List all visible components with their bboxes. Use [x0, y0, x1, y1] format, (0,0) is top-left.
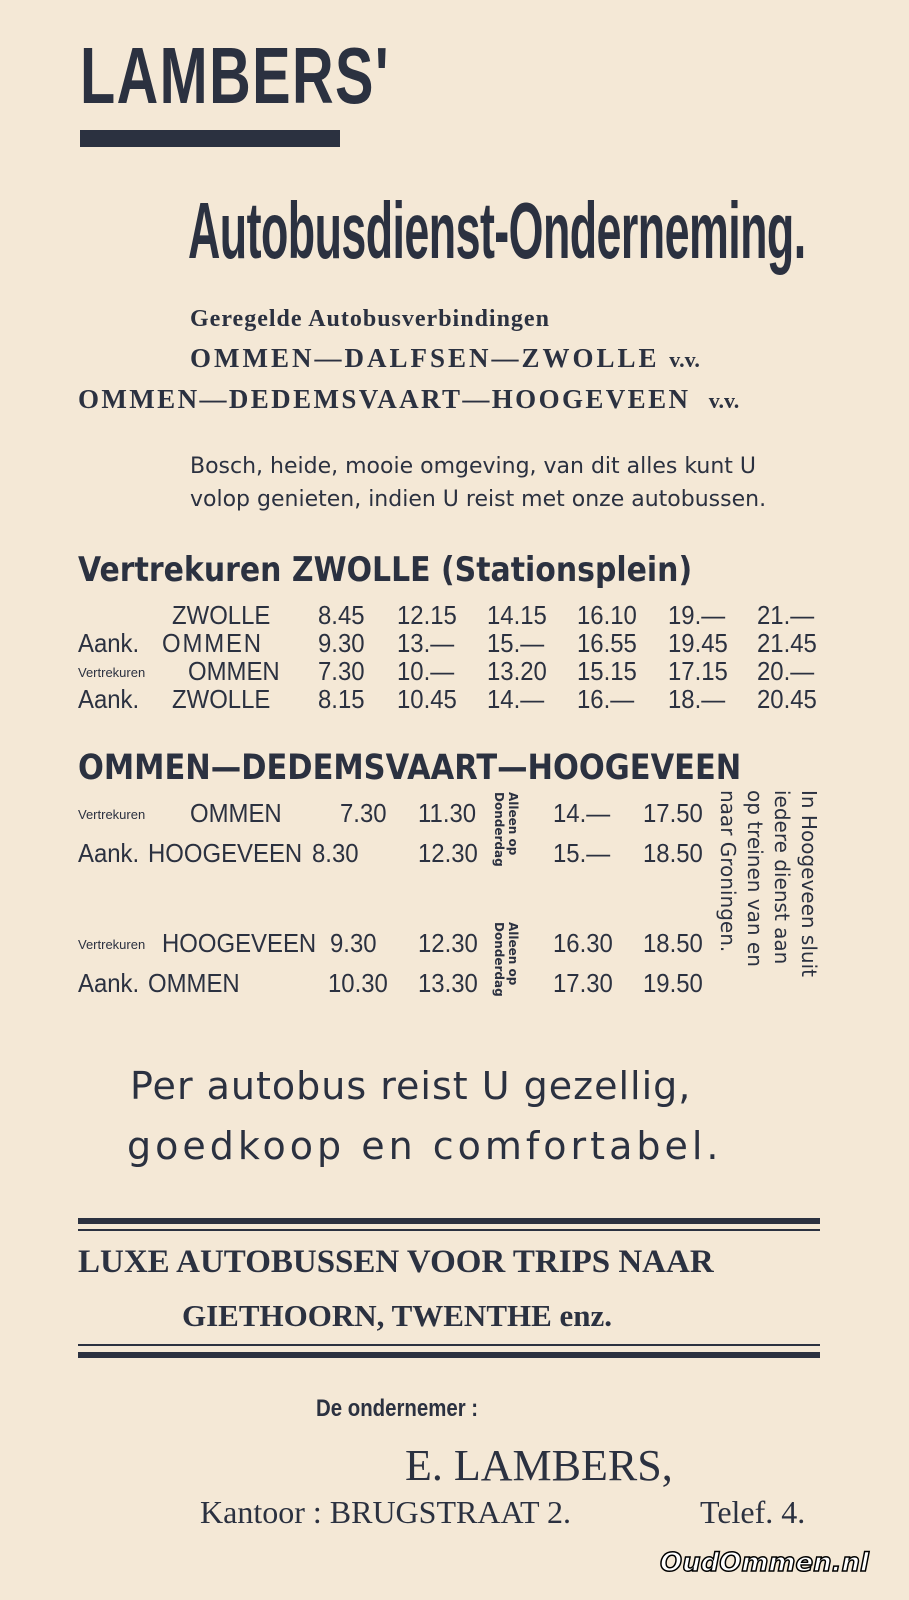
- departure-time: 18.50: [643, 928, 703, 958]
- departure-time: 15.—: [487, 628, 545, 658]
- watermark: OudOmmen.nl: [660, 1548, 869, 1578]
- departure-time: 16.55: [577, 628, 637, 658]
- route-2-suffix: v.v.: [708, 388, 740, 413]
- intro-line-1: Bosch, heide, mooie omgeving, van dit alles kunt U: [190, 454, 757, 479]
- route-1-name: OMMEN—DALFSEN—ZWOLLE: [190, 343, 660, 373]
- departure-time: 20.—: [757, 656, 815, 686]
- departure-time: 10.—: [397, 656, 455, 686]
- departure-time: 14.—: [553, 798, 611, 828]
- departure-time: 16.30: [553, 928, 613, 958]
- route-2: [78, 384, 739, 415]
- zwolle-heading: Vertrekuren ZWOLLE (Stationsplein): [78, 550, 693, 590]
- subtitle: Geregelde Autobusverbindingen: [190, 306, 550, 332]
- office-address: Kantoor : BRUGSTRAAT 2.: [200, 1494, 571, 1530]
- departure-time: 9.30: [330, 928, 377, 958]
- station-name: OMMEN: [188, 656, 280, 686]
- departure-time: 12.15: [397, 600, 457, 630]
- departure-time: 21.45: [757, 628, 817, 658]
- departure-time: 17.50: [643, 798, 703, 828]
- station-name: HOOGEVEEN: [162, 928, 317, 958]
- divider: [78, 1218, 820, 1224]
- departure-time: 21.—: [757, 600, 815, 630]
- departure-time: 16.—: [577, 684, 635, 714]
- departure-time: 8.15: [318, 684, 365, 714]
- departure-time: 13.20: [487, 656, 547, 686]
- departure-time: 17.15: [668, 656, 728, 686]
- divider: [78, 1344, 820, 1346]
- departure-time: 12.30: [418, 928, 478, 958]
- station-name: ZWOLLE: [172, 684, 271, 714]
- route-1: [190, 343, 700, 374]
- station-name: HOOGEVEEN: [148, 838, 303, 868]
- company-title: Autobusdienst-Onderneming.: [188, 186, 806, 275]
- slogan-line-1: Per autobus reist U gezellig,: [130, 1064, 692, 1108]
- intro-line-2: volop genieten, indien U reist met onze autobussen.: [190, 487, 767, 512]
- route-1-suffix: v.v.: [669, 347, 700, 372]
- departure-time: 12.30: [418, 838, 478, 868]
- route-2-name: OMMEN—DEDEMSVAART—HOOGEVEEN: [78, 384, 691, 414]
- departure-time: 14.15: [487, 600, 547, 630]
- divider: [78, 1229, 820, 1231]
- departure-time: 10.45: [397, 684, 457, 714]
- departure-time: 8.45: [318, 600, 365, 630]
- departure-time: 10.30: [328, 968, 388, 998]
- departure-time: 8.30: [312, 838, 359, 868]
- trips-line-1: LUXE AUTOBUSSEN VOOR TRIPS NAAR: [78, 1244, 714, 1280]
- row-prefix: Aank.: [78, 838, 140, 868]
- row-prefix: Vertrekuren: [78, 665, 146, 680]
- departure-time: 20.45: [757, 684, 817, 714]
- row-prefix: Vertrekuren: [78, 807, 146, 822]
- divider: [78, 1352, 820, 1358]
- phone: Telef. 4.: [700, 1494, 806, 1530]
- side-note: In Hoogeveen sluit iedere dienst aan op treinen van en naar Groningen.: [716, 790, 821, 977]
- owner-name: E. LAMBERS,: [405, 1441, 673, 1490]
- departure-time: 16.10: [577, 600, 637, 630]
- departure-time: 18.—: [668, 684, 726, 714]
- departure-time: 7.30: [318, 656, 365, 686]
- slogan-line-2: goedkoop en comfortabel.: [127, 1124, 723, 1168]
- brand-underline: [80, 130, 340, 147]
- station-name: OMMEN: [162, 628, 263, 658]
- brand-title: LAMBERS': [80, 31, 391, 120]
- row-prefix: Aank.: [78, 968, 140, 998]
- departure-time: 18.50: [643, 838, 703, 868]
- departure-time: 13.—: [397, 628, 455, 658]
- departure-time: 19.—: [668, 600, 726, 630]
- footer-label: De ondernemer :: [316, 1395, 479, 1422]
- departure-time: 14.—: [487, 684, 545, 714]
- departure-time: 17.30: [553, 968, 613, 998]
- departure-time: 19.50: [643, 968, 703, 998]
- trips-line-2: GIETHOORN, TWENTHE enz.: [182, 1298, 613, 1333]
- station-name: OMMEN: [190, 798, 282, 828]
- thursday-note-1: Alleen op Donderdag: [492, 792, 520, 867]
- departure-time: 15.15: [577, 656, 637, 686]
- thursday-note-2: Alleen op Donderdag: [492, 922, 520, 997]
- row-prefix: Vertrekuren: [78, 937, 146, 952]
- departure-time: 7.30: [340, 798, 387, 828]
- departure-time: 11.30: [418, 798, 477, 828]
- row-prefix: Aank.: [78, 684, 140, 714]
- departure-time: 9.30: [318, 628, 365, 658]
- departure-time: 15.—: [553, 838, 611, 868]
- hoogeveen-heading: OMMEN—DEDEMSVAART—HOOGEVEEN: [78, 748, 742, 788]
- departure-time: 13.30: [418, 968, 478, 998]
- departure-time: 19.45: [668, 628, 728, 658]
- station-name: ZWOLLE: [172, 600, 271, 630]
- station-name: OMMEN: [148, 968, 240, 998]
- row-prefix: Aank.: [78, 628, 140, 658]
